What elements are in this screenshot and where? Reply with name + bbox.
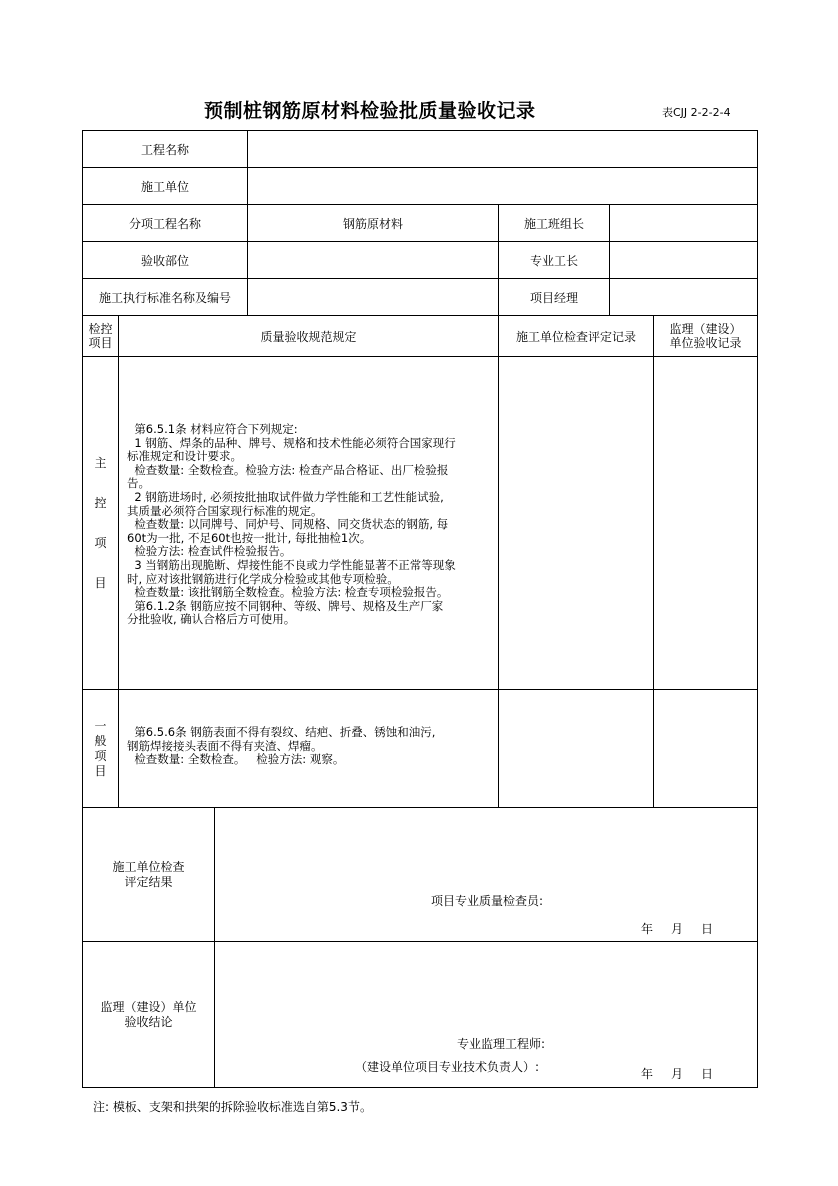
contractor-result-cell[interactable] — [215, 808, 758, 942]
standard-field[interactable] — [248, 279, 499, 316]
main-items-spec-text: 第6.5.1条 材料应符合下列规定: 1 钢筋、焊条的品种、牌号、规格和技术性能必须符合国家现行 标准规定和设计要求。 检查数量: 全数检查。检验方法: 检查产品合格证、出厂检验报 告。 2 钢筋进场时, 必须按批抽取试件做力学性能和工艺性能试验, 其质量必须符合国家现行标准的规定。 检查数量: 以同牌号、同炉号、同规格、同交货状态的钢筋, 每 60t为一批, 不足60t也按一批计, 每批抽检1次。 检验方法: 检查试件检验报告。 3 当钢筋出现脆断、焊接性能不良或力学性能显著不正常等现象 时, 应对该批钢筋进行化学成分检验或其他专项检验。 检查数量: 该批钢筋全数检查。检验方法: 检查专项检验报告。 第6.1.2条 钢筋应按不同钢种、等级、牌号、规格及生产厂家 分批验收, 确认合格后方可使用。 — [127, 422, 456, 627]
team-leader-field[interactable] — [610, 205, 758, 242]
acceptance-part-label: 验收部位 — [83, 242, 248, 279]
conclusion-table — [82, 807, 758, 1088]
col-header-item: 检控 项目 — [83, 316, 119, 357]
quality-inspector-label: 项目专业质量检查员: — [431, 894, 544, 908]
main-items-supervisor-record[interactable] — [654, 357, 758, 690]
contractor-result-row — [83, 808, 758, 942]
contractor-result-label: 施工单位检查 评定结果 — [83, 808, 215, 942]
contractor-date — [641, 920, 713, 937]
col-header-supervisor: 监理（建设） 单位验收记录 — [654, 316, 758, 357]
form-code: 表CJJ 2-2-2-4 — [662, 106, 731, 119]
main-items-label: 主 控 项 目 — [83, 357, 119, 690]
sub-project-value[interactable]: 钢筋原材料 — [248, 205, 499, 242]
supervising-engineer-label: 专业监理工程师: — [457, 1037, 546, 1051]
project-name-label: 工程名称 — [83, 131, 248, 168]
construction-unit-field[interactable] — [248, 168, 758, 205]
supervisor-conclusion-row — [83, 942, 758, 1088]
row-sub-project — [83, 205, 758, 242]
general-items-spec-cell — [119, 690, 499, 808]
construction-unit-label: 施工单位 — [83, 168, 248, 205]
column-header-row — [83, 316, 758, 357]
supervisor-date-day: 日 — [701, 1067, 714, 1081]
footnote: 注: 模板、支架和拱架的拆除验收标准选自第5.3节。 — [93, 1100, 372, 1114]
row-project-name — [83, 131, 758, 168]
foreman-label: 专业工长 — [499, 242, 610, 279]
contractor-date-day: 日 — [701, 922, 714, 936]
inspection-form-table — [82, 130, 758, 808]
col-header-spec: 质量验收规范规定 — [119, 316, 499, 357]
page-title: 预制桩钢筋原材料检验批质量验收记录 — [204, 100, 536, 122]
supervisor-conclusion-label: 监理（建设）单位 验收结论 — [83, 942, 215, 1088]
project-name-field[interactable] — [248, 131, 758, 168]
main-items-spec-cell — [119, 357, 499, 690]
acceptance-part-field[interactable] — [248, 242, 499, 279]
row-acceptance-part — [83, 242, 758, 279]
contractor-date-year: 年 — [641, 922, 654, 936]
project-manager-field[interactable] — [610, 279, 758, 316]
general-items-contractor-record[interactable] — [499, 690, 654, 808]
foreman-field[interactable] — [610, 242, 758, 279]
project-manager-label: 项目经理 — [499, 279, 610, 316]
row-construction-unit — [83, 168, 758, 205]
owner-representative-label: （建设单位项目专业技术负责人）: — [355, 1060, 540, 1074]
contractor-date-month: 月 — [671, 922, 684, 936]
standard-label: 施工执行标准名称及编号 — [83, 279, 248, 316]
supervisor-conclusion-cell[interactable] — [215, 942, 758, 1088]
sub-project-label: 分项工程名称 — [83, 205, 248, 242]
general-items-supervisor-record[interactable] — [654, 690, 758, 808]
supervisor-date-year: 年 — [641, 1067, 654, 1081]
row-standard — [83, 279, 758, 316]
main-items-row — [83, 357, 758, 690]
supervisor-date — [641, 1065, 713, 1082]
main-items-contractor-record[interactable] — [499, 357, 654, 690]
general-items-label: 一 般 项 目 — [83, 690, 119, 808]
general-items-spec-text: 第6.5.6条 钢筋表面不得有裂纹、结疤、折叠、锈蚀和油污, 钢筋焊接接头表面不得有夹渣、焊瘤。 检查数量: 全数检查。 检验方法: 观察。 — [127, 725, 436, 767]
supervisor-date-month: 月 — [671, 1067, 684, 1081]
col-header-contractor: 施工单位检查评定记录 — [499, 316, 654, 357]
team-leader-label: 施工班组长 — [499, 205, 610, 242]
general-items-row — [83, 690, 758, 808]
